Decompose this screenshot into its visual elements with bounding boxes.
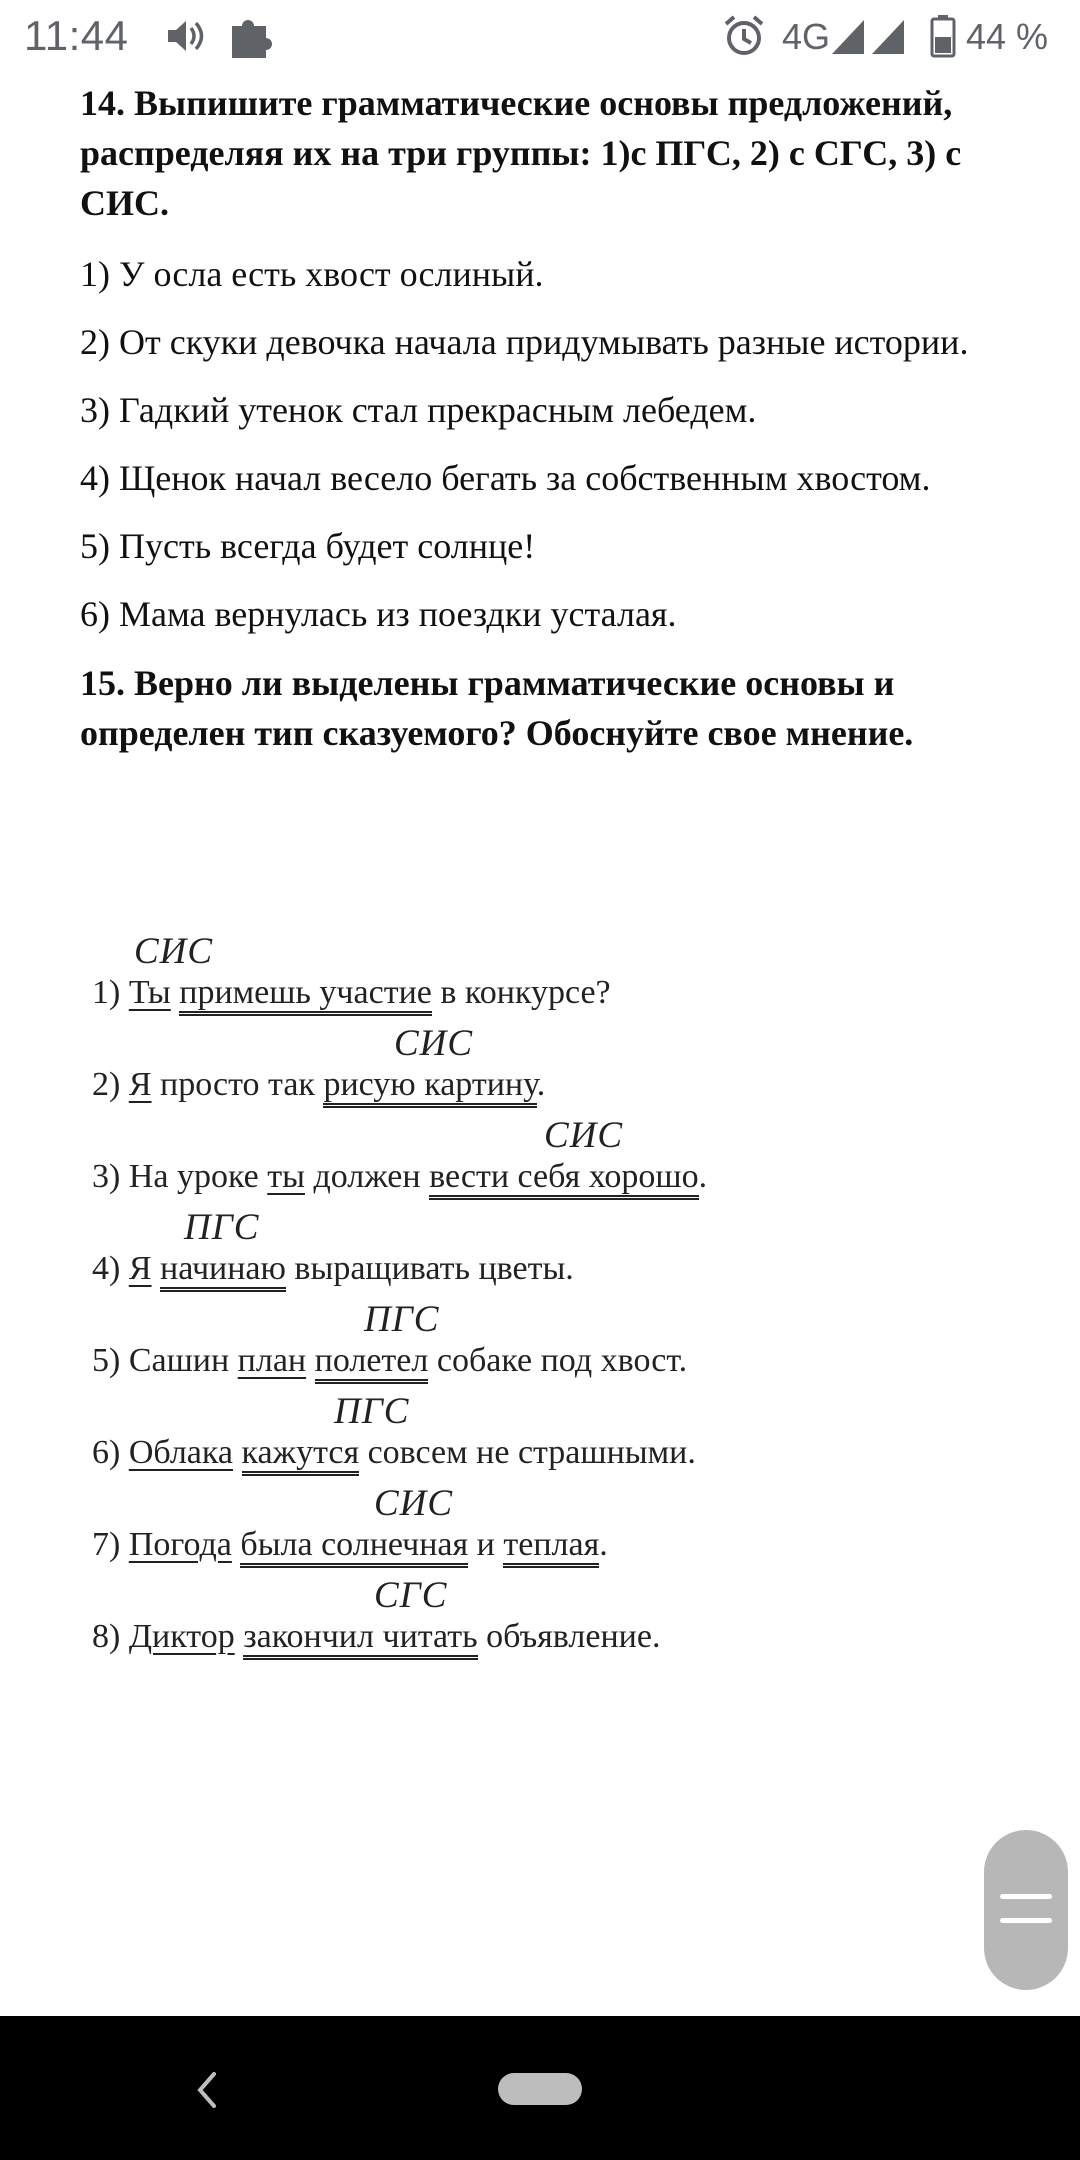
predicate: начинаю bbox=[160, 1250, 286, 1292]
alarm-icon bbox=[722, 14, 766, 63]
predicate-type-label: СГС bbox=[374, 1575, 448, 1616]
predicate-type-label: ПГС bbox=[364, 1299, 440, 1340]
subject: Облака bbox=[128, 1434, 233, 1471]
subject: Погода bbox=[128, 1526, 232, 1563]
task14-sentence-1: 1) У осла есть хвост ослиный. bbox=[80, 254, 544, 294]
predicate: закончил читать bbox=[243, 1618, 477, 1660]
task15-item-4: 4) Я начинаю выращивать цветы. bbox=[92, 1250, 574, 1288]
puzzle-icon bbox=[228, 12, 272, 65]
predicate-type-label: СИС bbox=[544, 1115, 624, 1156]
predicate-part: теплая bbox=[503, 1526, 599, 1568]
grip-icon bbox=[1000, 1894, 1052, 1899]
task15-item-6: 6) Облака кажутся совсем не страшными. bbox=[92, 1434, 696, 1472]
task15-item-8: 8) Диктор закончил читать объявление. bbox=[92, 1618, 660, 1656]
home-button[interactable] bbox=[498, 2073, 582, 2105]
subject: Я bbox=[128, 1250, 152, 1287]
task15-item-5: 5) Сашин план полетел собаке под хвост. bbox=[92, 1342, 687, 1380]
signal-icon bbox=[828, 16, 908, 61]
predicate-type-label: СИС bbox=[134, 931, 214, 972]
subject: Диктор bbox=[128, 1618, 235, 1655]
subject: Я bbox=[128, 1066, 152, 1103]
task14-sentence-3: 3) Гадкий утенок стал прекрасным лебедем. bbox=[80, 390, 757, 430]
subject: ты bbox=[267, 1158, 305, 1195]
scroll-handle[interactable] bbox=[984, 1830, 1068, 1990]
task14-sentence-2: 2) От скуки девочка начала придумывать разные истории. bbox=[80, 322, 969, 362]
document-content bbox=[80, 78, 1020, 780]
back-button[interactable] bbox=[192, 2070, 220, 2115]
predicate: вести себя хорошо bbox=[429, 1158, 699, 1200]
battery-percent: 44 % bbox=[966, 16, 1049, 57]
network-type: 4G bbox=[782, 16, 831, 57]
task15-heading: 15. Верно ли выделены грамматические основы и определен тип сказуемого? Обоснуйте свое мнение. bbox=[80, 663, 914, 753]
battery-icon bbox=[930, 14, 956, 63]
status-time: 11:44 bbox=[24, 12, 129, 59]
task15-figure bbox=[92, 930, 992, 1670]
subject: план bbox=[237, 1342, 307, 1379]
volume-icon bbox=[166, 18, 206, 59]
task14-sentence-6: 6) Мама вернулась из поездки усталая. bbox=[80, 594, 677, 634]
predicate-type-label: ПГС bbox=[334, 1391, 410, 1432]
predicate-type-label: СИС bbox=[394, 1023, 474, 1064]
task14-heading: 14. Выпишите грамматические основы предложений, распределяя их на три группы: 1)с ПГС, 2) с СГС, 3) с СИС. bbox=[80, 83, 962, 223]
task15-item-3: 3) На уроке ты должен вести себя хорошо. bbox=[92, 1158, 707, 1196]
predicate-type-label: ПГС bbox=[184, 1207, 260, 1248]
task15-item-7: 7) Погода была солнечная и теплая. bbox=[92, 1526, 608, 1564]
predicate: рисую картину bbox=[323, 1066, 536, 1108]
predicate-type-label: СИС bbox=[374, 1483, 454, 1524]
task15-item-1: 1) Ты примешь участие в конкурсе? bbox=[92, 974, 611, 1012]
subject: Ты bbox=[128, 974, 171, 1011]
predicate: кажутся bbox=[242, 1434, 360, 1476]
predicate: примешь участие bbox=[179, 974, 432, 1016]
task15-item-2: 2) Я просто так рисую картину. bbox=[92, 1066, 545, 1104]
task14-sentence-4: 4) Щенок начал весело бегать за собственным хвостом. bbox=[80, 458, 931, 498]
status-bar bbox=[0, 0, 1080, 72]
predicate: полетел bbox=[315, 1342, 429, 1384]
predicate: была солнечная bbox=[240, 1526, 468, 1568]
grip-icon bbox=[1000, 1918, 1052, 1923]
task14-sentence-5: 5) Пусть всегда будет солнце! bbox=[80, 526, 536, 566]
